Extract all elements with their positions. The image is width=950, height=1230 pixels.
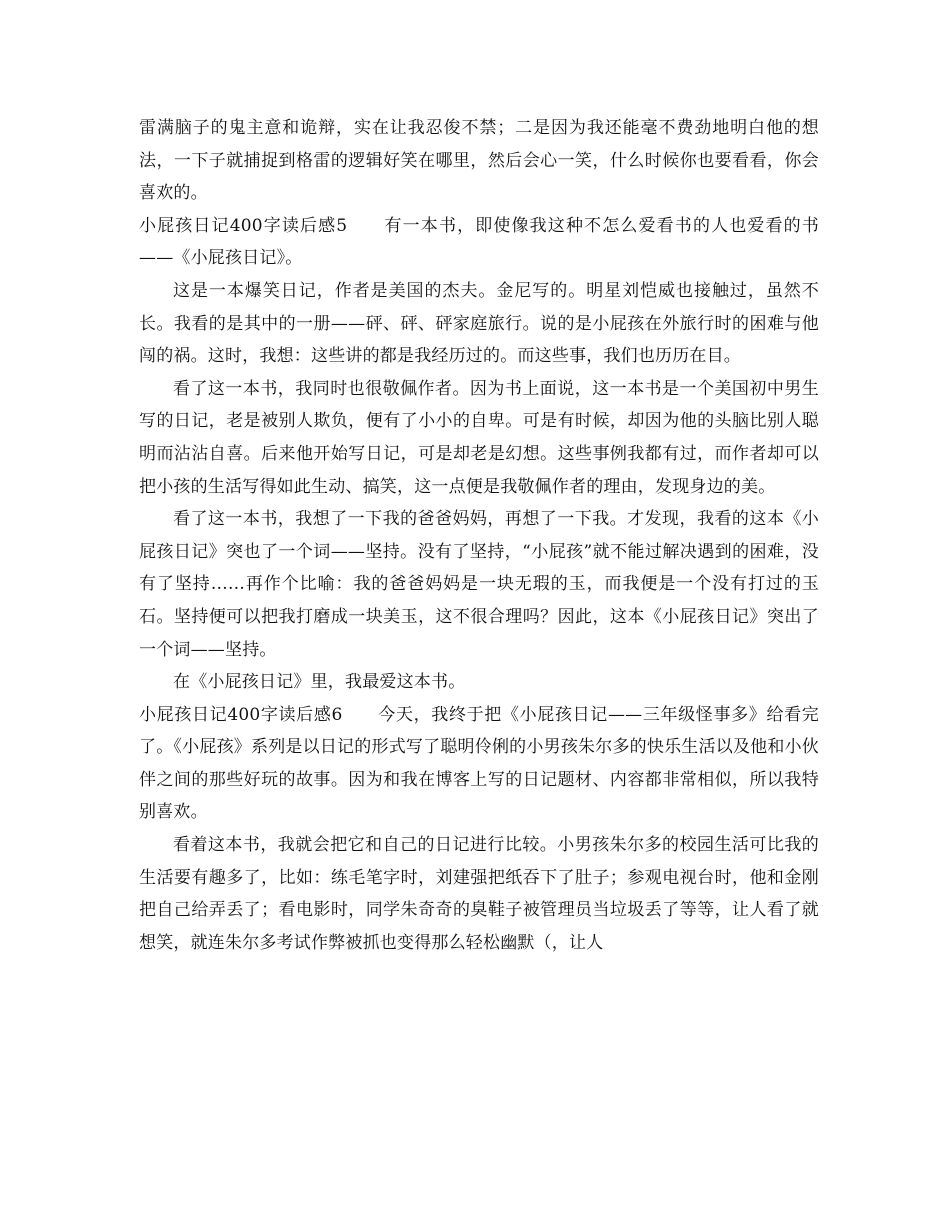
paragraph-essay-5-heading: 小屁孩日记400字读后感5 有一本书，即使像我这种不怎么爱看书的人也爱看的书——《小屁孩日记》。 [139,215,819,269]
paragraph-book-intro: 这是一本爆笑日记，作者是美国的杰夫。金尼写的。明星刘恺威也接触过，虽然不长。我看的是其中的一册——砰、砰、砰家庭旅行。说的是小屁孩在外旅行时的困难与他闯的祸。这时，我想：这些讲的都是我经历过的。而这些事，我们也历历在目。 [139,280,819,367]
paragraph-continuation: 雷满脑子的鬼主意和诡辩，实在让我忍俊不禁；二是因为我还能毫不费劲地明白他的想法，一下子就捕捉到格雷的逻辑好笑在哪里，然后会心一笑，什么时候你也要看看，你会喜欢的。 [139,118,819,204]
document-page [139,112,819,959]
paragraph-admire-author: 看了这一本书，我同时也很敬佩作者。因为书上面说，这一本书是一个美国初中男生写的日记，老是被别人欺负，便有了小小的自卑。可是有时候，却因为他的头脑比别人聪明而沾沾自喜。后来他开始写日记，可是却老是幻想。这些事例我都有过，而作者却可以把小孩的生活写得如此生动、搞笑，这一点便是我敬佩作者的理由，发现身边的美。 [139,378,819,497]
paragraph-comparison: 看着这本书，我就会把它和自己的日记进行比较。小男孩朱尔多的校园生活可比我的生活要有趣多了，比如：练毛笔字时，刘建强把纸吞下了肚子；参观电视台时，他和金刚把自己给弄丢了；看电影时，同学朱奇奇的臭鞋子被管理员当垃圾丢了等等，让人看了就想笑，就连朱尔多考试作弊被抓也变得那么轻松幽默（，让人 [139,835,819,953]
paragraph-favorite-book: 在《小屁孩日记》里，我最爱这本书。 [173,672,466,693]
paragraph-essay-6-heading: 小屁孩日记400字读后感6 今天，我终于把《小屁孩日记——三年级怪事多》给看完了。《小屁孩》系列是以日记的形式写了聪明伶俐的小男孩朱尔多的快乐生活以及他和小伙伴之间的那些好玩的故事。因为和我在博客上写的日记题材、内容都非常相似，所以我特别喜欢。 [139,704,819,823]
paragraph-persistence: 看了这一本书，我想了一下我的爸爸妈妈，再想了一下我。才发现，我看的这本《小屁孩日记》突也了一个词——坚持。没有了坚持，“小屁孩”就不能过解决遇到的困难，没有了坚持……再作个比喻：我的爸爸妈妈是一块无瑕的玉，而我便是一个没有打过的玉石。坚持便可以把我打磨成一块美玉，这不很合理吗？因此，这本《小屁孩日记》突出了一个词——坚持。 [139,509,819,660]
